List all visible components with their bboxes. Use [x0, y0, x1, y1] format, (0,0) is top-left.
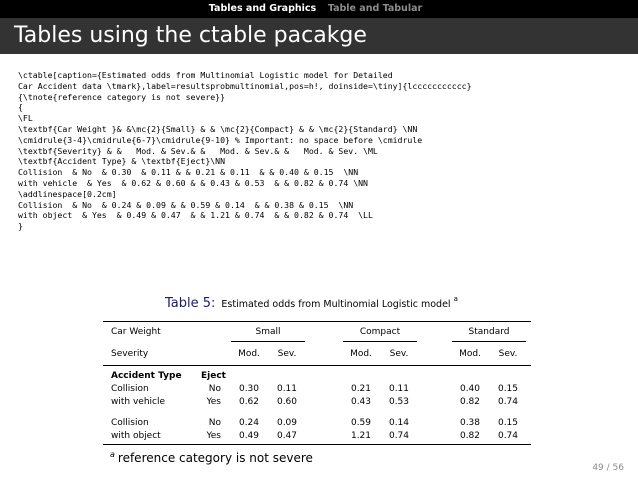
caption-label: Table 5: — [165, 296, 216, 311]
page-number: 49 / 56 — [592, 463, 624, 473]
row-accident-type: with object — [111, 431, 161, 441]
code-line: \textbf{Car Weight }& &\mc{2}{Small} & & \mc{2}{Compact} & & \mc{2}{Standard} \NN — [18, 123, 418, 134]
cmidrule-standard — [452, 341, 526, 342]
subheader-sev: Sev. — [389, 349, 409, 359]
code-line: \ctable[caption={Estimated odds from Multinomial Logistic model for Detailed — [18, 70, 393, 80]
table-cell: 0.40 — [459, 384, 481, 394]
subheader-sev: Sev. — [277, 349, 297, 359]
header-car-weight: Car Weight — [111, 327, 161, 337]
table-cell: 0.09 — [276, 418, 298, 428]
slide-title-bar — [0, 18, 638, 54]
table-caption — [165, 292, 458, 311]
table-cell: 1.21 — [350, 431, 372, 441]
code-line: \addlinespace[0.2cm] — [18, 188, 117, 199]
code-line: { — [18, 102, 23, 113]
nav-item-table-and-tabular[interactable]: Table and Tabular — [327, 3, 423, 14]
subheader-mod: Mod. — [459, 349, 481, 359]
header-accident-type: Accident Type — [111, 371, 182, 381]
table-cell: 0.11 — [276, 384, 298, 394]
header-group-small: Small — [255, 327, 281, 337]
header-group-standard: Standard — [468, 327, 510, 337]
footnote-text: reference category is not severe — [117, 451, 313, 465]
mid-rule — [103, 365, 531, 366]
code-line: with object & Yes & 0.49 & 0.47 & & 1.21 & 0.74 & & 0.82 & 0.74 \LL — [18, 210, 373, 221]
table-cell: 0.53 — [388, 397, 410, 407]
row-accident-type: Collision — [111, 384, 149, 394]
row-accident-type: with vehicle — [111, 397, 166, 407]
table-cell: 0.74 — [388, 431, 410, 441]
table-cell: 0.82 — [459, 431, 481, 441]
table-cell: 0.38 — [459, 418, 481, 428]
code-line: } — [18, 221, 23, 232]
cmidrule-compact — [343, 341, 417, 342]
row-eject: Yes — [206, 397, 221, 407]
row-eject: No — [208, 384, 221, 394]
subheader-mod: Mod. — [238, 349, 260, 359]
table-cell: 0.49 — [238, 431, 260, 441]
table-cell: 0.15 — [497, 418, 519, 428]
code-line: {\tnote{reference category is not severe}} — [18, 91, 226, 102]
table-cell: 0.47 — [276, 431, 298, 441]
header-eject: Eject — [201, 371, 226, 381]
caption-text: Estimated odds from Multinomial Logistic model — [221, 299, 451, 310]
table-cell: 0.62 — [238, 397, 260, 407]
code-line: Collision & No & 0.24 & 0.09 & & 0.59 & 0.14 & & 0.38 & 0.15 \NN — [18, 199, 354, 210]
code-line: Collision & No & 0.30 & 0.11 & & 0.21 & 0.11 & & 0.40 & 0.15 \NN — [18, 167, 359, 178]
cmidrule-small — [231, 341, 305, 342]
table-footnote — [110, 450, 313, 465]
navigation-bar — [0, 0, 638, 18]
table-cell: 0.11 — [388, 384, 410, 394]
code-line: \textbf{Accident Type} & \textbf{Eject}\NN — [18, 156, 226, 167]
table-cell: 0.74 — [497, 431, 519, 441]
code-line: \cmidrule{3-4}\cmidrule{6-7}\cmidrule{9-10} % Important: no space before \cmidrule — [18, 134, 423, 145]
nav-item-tables-and-graphics[interactable]: Tables and Graphics — [208, 3, 317, 14]
table-cell: 0.59 — [350, 418, 372, 428]
table-cell: 0.74 — [497, 397, 519, 407]
row-eject: No — [208, 418, 221, 428]
header-group-compact: Compact — [359, 327, 401, 337]
row-eject: Yes — [206, 431, 221, 441]
table-cell: 0.14 — [388, 418, 410, 428]
table-cell: 0.43 — [350, 397, 372, 407]
header-severity: Severity — [111, 349, 149, 359]
table-cell: 0.30 — [238, 384, 260, 394]
table-cell: 0.15 — [497, 384, 519, 394]
code-block — [18, 70, 472, 232]
bottom-rule — [103, 444, 531, 445]
table-cell: 0.82 — [459, 397, 481, 407]
top-rule — [103, 321, 531, 322]
slide-title: Tables using the ctable pacakge — [14, 23, 367, 48]
table-cell: 0.21 — [350, 384, 372, 394]
footnote-mark: a — [110, 450, 115, 459]
code-line: \FL — [18, 113, 33, 124]
row-accident-type: Collision — [111, 418, 149, 428]
code-line: \textbf{Severity} & & Mod. & Sev.& & Mod. & Sev.& & Mod. & Sev. \ML — [18, 145, 378, 156]
subheader-sev: Sev. — [498, 349, 518, 359]
code-line: with vehicle & Yes & 0.62 & 0.60 & & 0.43 & 0.53 & & 0.82 & 0.74 \NN — [18, 177, 368, 188]
table-cell: 0.24 — [238, 418, 260, 428]
caption-footnote-mark: a — [453, 294, 458, 303]
code-line: Car Accident data \tmark},label=resultsprobmultinomial,pos=h!, doinside=\tiny]{lccccccccccc} — [18, 80, 472, 91]
subheader-mod: Mod. — [350, 349, 372, 359]
table-cell: 0.60 — [276, 397, 298, 407]
